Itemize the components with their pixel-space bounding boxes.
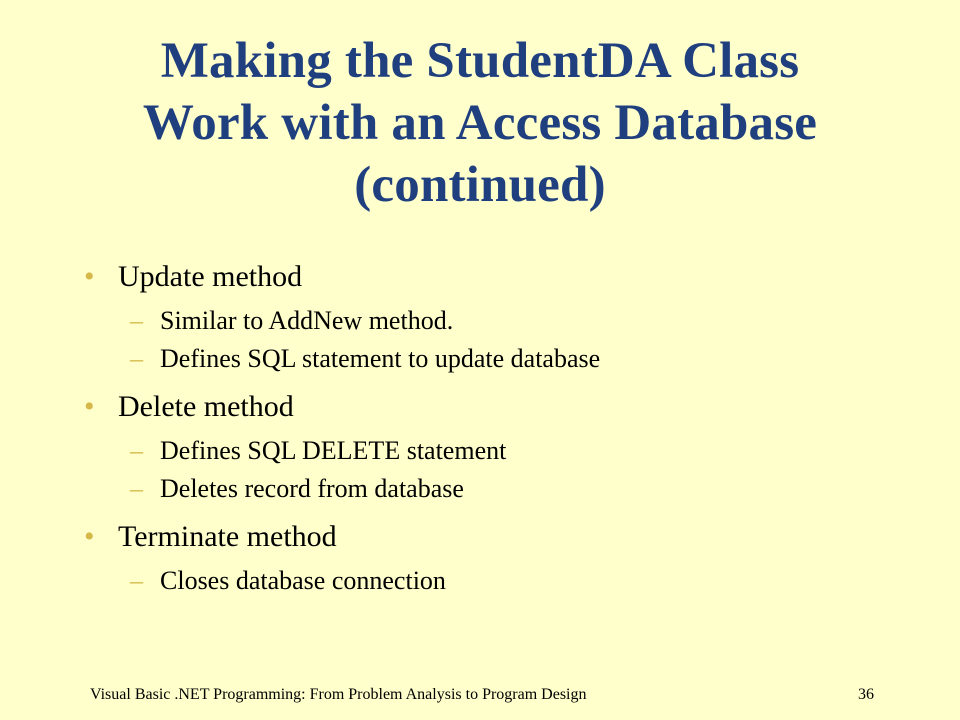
title-line-3: (continued): [354, 157, 606, 213]
sub-list: [82, 562, 922, 600]
slide-title: [40, 30, 920, 216]
bullet-list: [82, 256, 922, 608]
sub-list: [82, 302, 922, 378]
bullet-text: Delete method: [118, 390, 294, 423]
bullet-update-method: [82, 256, 922, 298]
sub-marker: –: [130, 344, 143, 373]
sub-marker: –: [130, 436, 143, 465]
sub-text: Similar to AddNew method.: [160, 306, 454, 335]
page-number: 36: [858, 686, 874, 703]
bullet-text: Terminate method: [118, 520, 337, 553]
sub-item: [82, 562, 922, 600]
bullet-terminate-method: [82, 516, 922, 558]
title-line-2: Work with an Access Database: [142, 95, 818, 151]
sub-marker: –: [130, 474, 143, 503]
sub-item: [82, 432, 922, 470]
title-line-1: Making the StudentDA Class: [160, 33, 800, 89]
slide-footer: Visual Basic .NET Programming: From Problem Analysis to Program Design: [90, 686, 587, 703]
sub-marker: –: [130, 566, 143, 595]
sub-marker: –: [130, 306, 143, 335]
bullet-text: Update method: [118, 260, 303, 293]
bullet-delete-method: [82, 386, 922, 428]
sub-item: [82, 340, 922, 378]
sub-text: Deletes record from database: [160, 474, 464, 503]
sub-item: [82, 470, 922, 508]
sub-text: Defines SQL statement to update database: [160, 344, 601, 373]
bullet-marker: •: [84, 390, 95, 423]
bullet-marker: •: [84, 520, 95, 553]
sub-text: Closes database connection: [160, 566, 446, 595]
sub-list: [82, 432, 922, 508]
sub-text: Defines SQL DELETE statement: [160, 436, 507, 465]
bullet-marker: •: [84, 260, 95, 293]
sub-item: [82, 302, 922, 340]
